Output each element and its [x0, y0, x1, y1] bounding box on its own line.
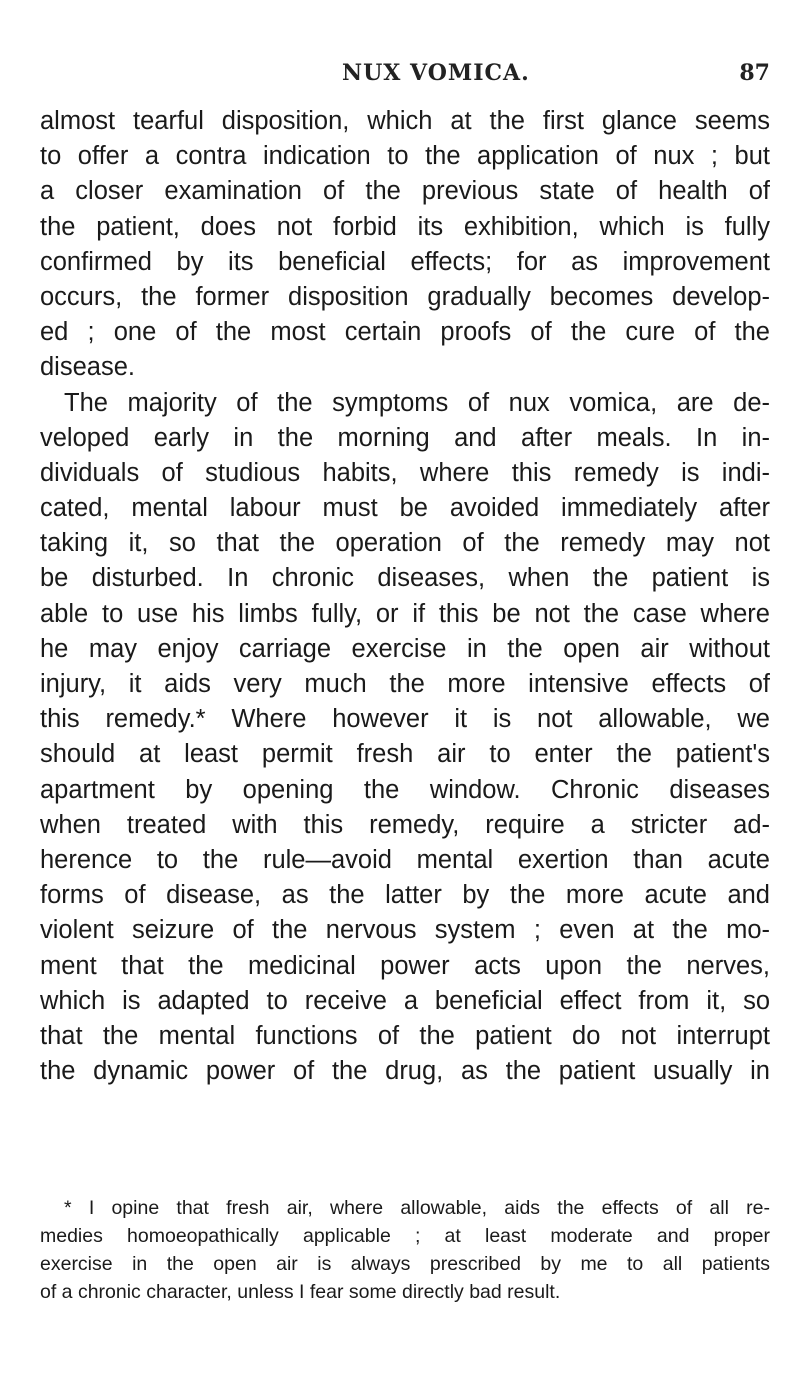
- text-line: that the mental functions of the patient do not interrupt: [40, 1021, 770, 1050]
- footnote-line: * I opine that fresh air, where allowable, aids the effects of all re-: [64, 1197, 770, 1219]
- text-line: disease.: [40, 353, 135, 382]
- text-line: violent seizure of the nervous system ; even at the mo-: [40, 916, 770, 945]
- footnote-line: exercise in the open air is always prescribed by me to all patients: [40, 1253, 770, 1275]
- text-line: to offer a contra indication to the application of nux ; but: [40, 142, 770, 171]
- text-line: injury, it aids very much the more intensive effects of: [40, 670, 770, 698]
- footnote: [40, 1194, 770, 1306]
- running-title: NUX VOMICA.: [342, 60, 530, 86]
- text-line: taking it, so that the operation of the remedy may not: [40, 529, 770, 558]
- page-header: [40, 60, 770, 100]
- text-line: a closer examination of the previous state of health of: [40, 177, 770, 206]
- text-line: ed ; one of the most certain proofs of the cure of the: [40, 318, 770, 347]
- text-line: forms of disease, as the latter by the more acute and: [40, 881, 770, 910]
- text-line: be disturbed. In chronic diseases, when the patient is: [40, 564, 770, 593]
- text-line: almost tearful disposition, which at the first glance seems: [40, 107, 770, 135]
- text-line: occurs, the former disposition gradually becomes develop-: [40, 282, 770, 311]
- text-line: the dynamic power of the drug, as the patient usually in: [40, 1057, 770, 1086]
- text-line: this remedy.* Where however it is not allowable, we: [40, 705, 770, 734]
- text-line: ment that the medicinal power acts upon the nerves,: [40, 951, 770, 980]
- text-line: confirmed by its beneficial effects; for as improvement: [40, 247, 770, 276]
- text-line: cated, mental labour must be avoided immediately after: [40, 494, 770, 523]
- text-line: he may enjoy carriage exercise in the open air without: [40, 634, 770, 663]
- footnote-line: medies homoeopathically applicable ; at least moderate and proper: [40, 1225, 770, 1247]
- body-text: [40, 104, 770, 1089]
- footnote-line: of a chronic character, unless I fear some directly bad result.: [40, 1281, 561, 1303]
- text-line: herence to the rule—avoid mental exertion than acute: [40, 845, 770, 874]
- text-line: The majority of the symptoms of nux vomica, are de-: [64, 388, 770, 417]
- text-line: veloped early in the morning and after meals. In in-: [40, 423, 770, 452]
- text-line: able to use his limbs fully, or if this be not the case where: [40, 599, 770, 628]
- text-line: which is adapted to receive a beneficial effect from it, so: [40, 986, 770, 1015]
- text-line: when treated with this remedy, require a stricter ad-: [40, 810, 770, 839]
- text-line: dividuals of studious habits, where this remedy is indi-: [40, 458, 770, 487]
- page-number: 87: [739, 60, 770, 86]
- text-line: the patient, does not forbid its exhibition, which is fully: [40, 212, 770, 241]
- text-line: apartment by opening the window. Chronic diseases: [40, 775, 770, 804]
- text-line: should at least permit fresh air to enter the patient's: [40, 740, 770, 769]
